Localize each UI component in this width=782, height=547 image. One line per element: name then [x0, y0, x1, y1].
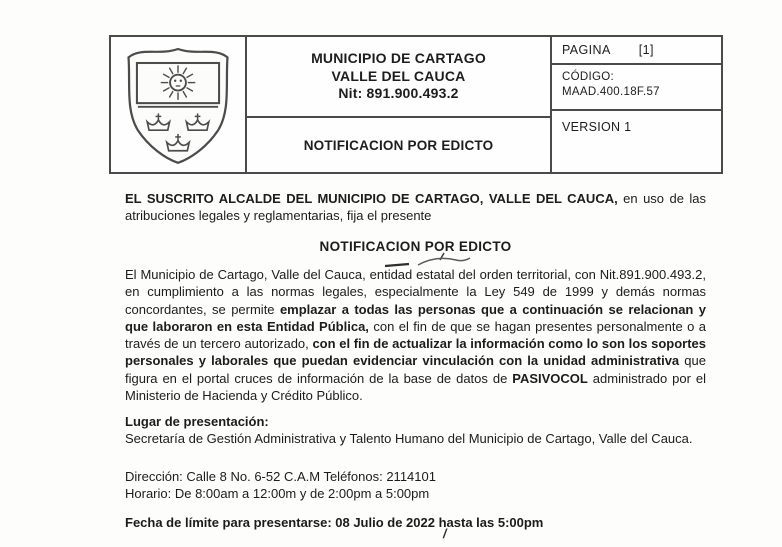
deadline-line: Fecha de límite para presentarse: 08 Julio de 2022 hasta las 5:00pm: [125, 515, 544, 530]
cartago-coat-of-arms-icon: [122, 41, 234, 169]
main-paragraph: El Municipio de Cartago, Valle del Cauca, entidad estatal del orden territorial, con Nit.891.900.493.2, en cumplimiento a las normas legales, especialmente la Ley 549 de 1999 y demás normas concordantes, se permite emplazar a todas las personas que a continuación se relacionan y que laboraron en esta Entidad Pública, con el fin de que se hagan presentes personalmente o a través de un tercero autorizado, con el fin de actualizar la información como lo son los soportes personales y laborales que puedan evidenciar vinculación con la unidad administrativa que figura en el portal cruces de información de la base de datos de PASIVOCOL administrado por el Ministerio de Hacienda y Crédito Público.: [125, 267, 706, 404]
entity-name-line2: VALLE DEL CAUCA: [331, 67, 466, 84]
intro-paragraph: EL SUSCRITO ALCALDE DEL MUNICIPIO DE CARTAGO, VALLE DEL CAUCA, en uso de las atribuciones legales y reglamentarias, fija el presente: [125, 191, 706, 224]
entity-title-block: [247, 37, 550, 118]
schedule-line: Horario: De 8:00am a 12:00m y de 2:00pm a 5:00pm: [125, 485, 430, 501]
codigo-label: CÓDIGO:: [562, 71, 614, 83]
document-title-cell: [247, 118, 550, 172]
header-table: [109, 35, 723, 174]
codigo-cell: [552, 65, 721, 111]
pagina-cell: [552, 37, 721, 65]
edict-heading: NOTIFICACION POR EDICTO: [319, 239, 512, 254]
address-line: Dirección: Calle 8 No. 6-52 C.A.M Teléfonos: 2114101: [125, 469, 436, 484]
header-right-column: [552, 37, 721, 172]
logo-cell: [111, 37, 247, 172]
place-block: [125, 413, 706, 448]
pagina-value: [1]: [638, 43, 654, 57]
entity-name-line1: MUNICIPIO DE CARTAGO: [311, 50, 486, 67]
pagina-label: PAGINA: [562, 43, 611, 57]
place-text: Secretaría de Gestión Administrativa y Talento Humano del Municipio de Cartago, Valle del Cauca.: [125, 431, 693, 447]
place-heading: Lugar de presentación:: [125, 414, 269, 429]
header-center-column: [247, 37, 552, 172]
address-block: [125, 469, 706, 502]
document-title: NOTIFICACION POR EDICTO: [303, 137, 494, 153]
entity-nit: Nit: 891.900.493.2: [338, 85, 459, 102]
version-cell: [552, 111, 721, 172]
slash-artifact: /: [443, 527, 447, 541]
codigo-value: MAAD.400.18F.57: [562, 85, 660, 98]
version-value: VERSION 1: [562, 120, 632, 134]
